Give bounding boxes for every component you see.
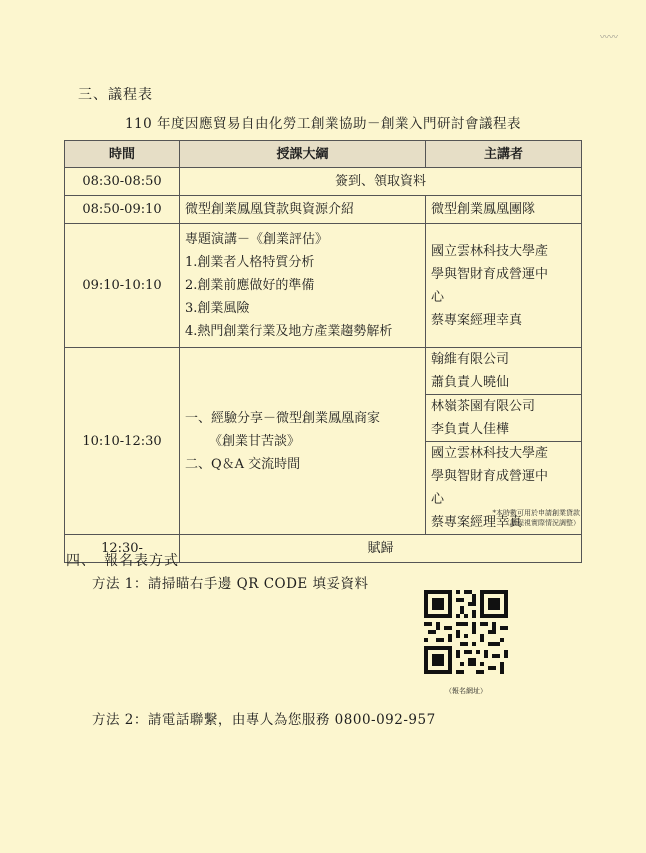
note-line: *本時數可用於申請創業貸款: [492, 509, 580, 517]
speaker-block: [426, 348, 581, 395]
outline-line: 1.創業者人格特質分析: [185, 255, 315, 270]
outline-line: 一、經驗分享－微型創業鳳凰商家: [185, 410, 381, 426]
scan-mark: 〰〰: [600, 33, 619, 43]
speaker-cell: 微型創業鳳凰團隊: [426, 196, 582, 224]
speaker-line: 蕭負責人曉仙: [431, 375, 510, 390]
speaker-block: [426, 395, 581, 442]
content-cell: 賦歸: [180, 535, 582, 563]
table-caption: 110 年度因應貿易自由化勞工創業協助－創業入門研討會議程表: [124, 116, 522, 132]
qr-code-icon[interactable]: [424, 590, 508, 674]
header-outline: 授課大綱: [180, 141, 426, 168]
speaker-line: 蔡專案經理幸真: [431, 312, 523, 328]
section-title-agenda: 三、議程表: [78, 87, 153, 103]
time-cell: 08:50-09:10: [65, 196, 180, 224]
time-cell: 12:30-: [65, 535, 180, 563]
speaker-cell: [426, 224, 582, 348]
speaker-cell: [426, 348, 582, 535]
outline-cell: [180, 224, 426, 348]
content-cell: 簽到、領取資料: [180, 168, 582, 196]
outline-line: 4.熱門創業行業及地方產業趨勢解析: [185, 324, 393, 339]
speaker-line: 心: [431, 289, 445, 305]
outline-line: 2.創業前應做好的準備: [185, 278, 315, 293]
speaker-line: 國立雲林科技大學產: [431, 243, 549, 259]
outline-cell: [180, 348, 426, 535]
table-row: [65, 348, 582, 535]
outline-line: 二、Q＆A 交流時間: [185, 456, 301, 472]
method-2-text: 方法 2：請電話聯繫，由專人為您服務 0800-092-957: [92, 712, 436, 728]
speaker-line: 學與智財育成營運中: [431, 469, 549, 484]
section-title-registration: 四、 報名表方式: [66, 553, 179, 569]
method-1-text: 方法 1：請掃瞄右手邊 QR CODE 填妥資料: [92, 576, 369, 592]
table-row: [65, 168, 582, 196]
agenda-table: [64, 140, 582, 563]
table-note: [493, 508, 581, 528]
table-row: [65, 196, 582, 224]
header-speaker: 主講者: [426, 141, 582, 168]
outline-cell: 微型創業鳳凰貸款與資源介紹: [180, 196, 426, 224]
speaker-line: 國立雲林科技大學產: [431, 446, 549, 461]
time-cell: 08:30-08:50: [65, 168, 180, 196]
speaker-line: 李負責人佳樺: [431, 422, 510, 437]
table-header-row: [65, 141, 582, 168]
speaker-line: 蔡專案經理幸真: [431, 515, 523, 530]
note-line: （議程視實際情況調整）: [503, 519, 580, 527]
outline-line: 專題演講－《創業評估》: [185, 232, 329, 247]
qr-caption: （報名網址）: [445, 687, 487, 695]
outline-line: 3.創業風險: [185, 301, 250, 316]
table-row: [65, 224, 582, 348]
speaker-line: 翰維有限公司: [431, 352, 510, 367]
header-time: 時間: [65, 141, 180, 168]
speaker-line: 學與智財育成營運中: [431, 266, 549, 282]
outline-line: 《創業甘苦談》: [209, 433, 301, 449]
speaker-line: 心: [431, 492, 445, 507]
time-cell: 09:10-10:10: [65, 224, 180, 348]
time-cell: 10:10-12:30: [65, 348, 180, 535]
speaker-line: 林嶺茶園有限公司: [431, 399, 536, 414]
